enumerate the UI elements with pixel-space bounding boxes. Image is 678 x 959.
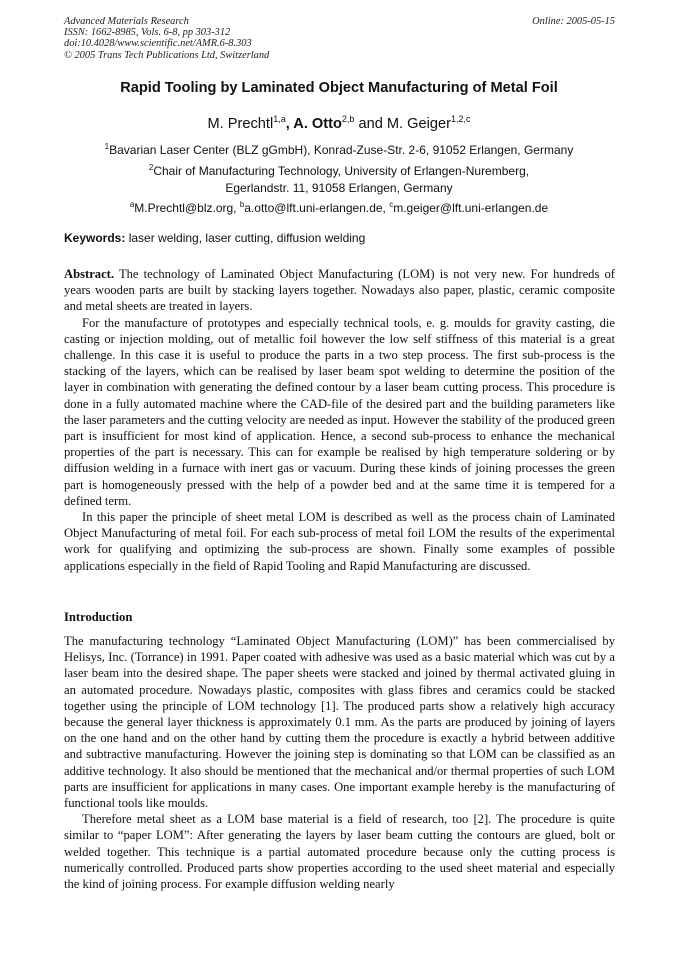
affiliation-text: Chair of Manufacturing Technology, University of Erlangen-Nuremberg,	[153, 164, 530, 178]
email-superscript: c	[389, 200, 394, 209]
email-superscript: b	[239, 200, 245, 209]
email-superscript: a	[129, 200, 135, 209]
affiliation-superscript: 1	[104, 142, 110, 151]
author-name: , A. Otto	[285, 116, 342, 132]
affiliation-2	[0, 159, 678, 197]
author-list	[0, 114, 678, 132]
author-superscript: 2,b	[341, 114, 355, 124]
journal-header	[64, 16, 615, 61]
online-date: Online: 2005-05-15	[532, 16, 615, 27]
abstract-paragraph	[64, 266, 615, 315]
author-superscript: 1,a	[273, 114, 286, 124]
issn-line: ISSN: 1662-8985, Vols. 6-8, pp 303-312	[64, 27, 231, 39]
introduction-paragraph: Therefore metal sheet as a LOM base material is a field of research, too [2]. The procedure is quite similar to “paper LOM”: After generating the layers by laser beam cutting the contours are glued, bolt or welded together. This technique is a partial automated procedure because only the cutting process is numerically controlled. Produced parts show properties according to the used sheet material and especially the kind of joining process. For example diffusion welding nearly	[64, 812, 615, 892]
abstract-label: Abstract.	[64, 267, 115, 281]
journal-name: Advanced Materials Research	[64, 16, 189, 27]
paper-title: Rapid Tooling by Laminated Object Manufacturing of Metal Foil	[120, 80, 558, 96]
email-line	[0, 196, 678, 217]
doi-line[interactable]: doi:10.4028/www.scientific.net/AMR.6-8.303	[64, 38, 252, 50]
abstract-text: The technology of Laminated Object Manufacturing (LOM) is not very new. For hundreds of years wooden parts are built by stacking layers together. Nowadays also paper, plastic, ceramic composite and metal sheets are treated in layers.	[64, 267, 615, 314]
affiliation-text: Bavarian Laser Center (BLZ gGmbH), Konrad-Zuse-Str. 2-6, 91052 Erlangen, Germany	[109, 143, 574, 157]
introduction-section	[64, 633, 615, 892]
email-address[interactable]: m.geiger@lft.uni-erlangen.de	[393, 201, 549, 215]
author-superscript: 1,2,c	[450, 114, 471, 124]
affiliation-superscript: 2	[148, 163, 154, 172]
keywords-text: laser welding, laser cutting, diffusion welding	[125, 231, 366, 245]
introduction-paragraph: The manufacturing technology “Laminated Object Manufacturing (LOM)” has been commercialised by Helisys, Inc. (Torrance) in 1991. Paper coated with adhesive was used as a basic material which was cut by a laser beam into the desired shape. The paper sheets were stacked and joined by thermal activated gluing in an automated procedure. Nowadays plastic, composites with glass fibres and ceramics could be stacked together using the principle of LOM technology [1]. The produced parts show a relatively high accuracy because the general layer thickness is approximately 0.1 mm. As the parts are produced by joining of layers on the one hand and on the other hand by cutting them the procedure is exactly a hybrid between additive and subtractive manufacturing. However the joining step is dominating so that LOM can be classified as an additive technology. It also should be mentioned that the mechanical and/or thermal properties of such LOM parts are insufficient for applications in many cases. One important example hereby is the manufacturing of functional tools like moulds.	[64, 634, 615, 811]
email-address[interactable]: M.Prechtl@blz.org,	[134, 201, 240, 215]
author-name: M. Prechtl	[207, 116, 274, 132]
affiliation-1	[0, 138, 678, 159]
keywords	[64, 231, 365, 245]
section-heading-introduction: Introduction	[64, 610, 133, 624]
email-address[interactable]: a.otto@lft.uni-erlangen.de,	[244, 201, 390, 215]
keywords-label: Keywords:	[64, 231, 126, 245]
affiliation-text: Egerlandstr. 11, 91058 Erlangen, Germany	[225, 181, 453, 195]
abstract-paragraph: For the manufacture of prototypes and especially technical tools, e. g. moulds for gravity casting, die casting or injection molding, out of metallic foil however the low self stiffness of this material is a great challenge. In this case it is useful to produce the parts in a two step process. The first sub-process is the stacking of the layers, which can be realised by laser beam spot welding to determine the position of the layer in combination with generating the defined contour by a laser beam cutting process. This procedure is done in a fully automated machine where the CAD-file of the desired part and the building parameters like the laser parameters and the cutting velocity are needed as input. However the stability of the produced green part is insufficient for most kind of application. Hence, a second sub-process to enhance the mechanical properties of the part is necessary. This can for example be realised by high temperature soldering or by diffusion welding in a furnace with inert gas or vacuum. During these kinds of joining processes the green part is homogeneously pressed with the help of a powder bed and at the same time it is tempered for a defined term.	[64, 315, 615, 508]
author-name: and M. Geiger	[354, 116, 451, 132]
copyright-line: © 2005 Trans Tech Publications Ltd, Switzerland	[64, 49, 270, 61]
abstract-section	[64, 266, 615, 574]
abstract-paragraph: In this paper the principle of sheet metal LOM is described as well as the process chain of Laminated Object Manufacturing of metal foil. For each sub-process of metal foil LOM the results of the experimental work for qualifying and optimizing the sub-process are shown. Finally some examples of possible applications especially in the field of Rapid Tooling and Rapid Manufacturing are discussed.	[64, 510, 615, 573]
